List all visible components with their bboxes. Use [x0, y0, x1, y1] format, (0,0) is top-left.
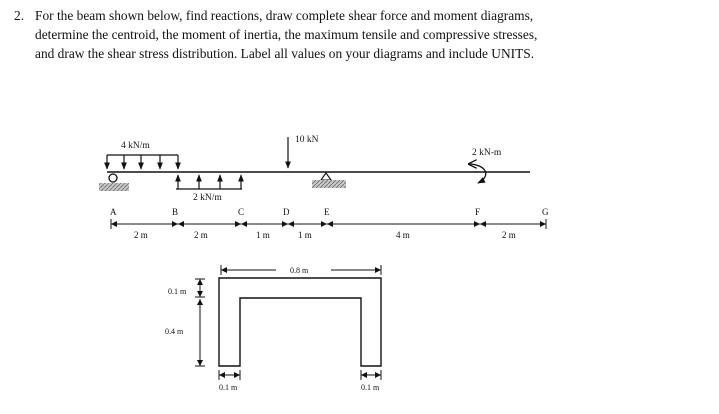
problem-line-1: For the beam shown below, find reactions, draw complete shear force and moment diagrams,	[35, 8, 534, 23]
left-web-width-label: 0.1 m	[219, 383, 238, 392]
web-height-label: 0.4 m	[165, 327, 184, 336]
top-width-label: 0.8 m	[290, 266, 309, 275]
cross-section	[219, 278, 381, 366]
flange-thickness-dimension	[195, 279, 205, 297]
applied-moment-label: 2 kN-m	[472, 148, 502, 158]
applied-moment-arrow	[468, 164, 486, 183]
beam-dimension-line	[111, 219, 546, 229]
span-label-ef: 4 m	[396, 230, 410, 240]
point-load-label: 10 kN	[295, 135, 319, 145]
span-label-ab: 2 m	[134, 230, 148, 240]
distributed-load-down	[107, 155, 178, 169]
right-web-width-label: 0.1 m	[361, 383, 380, 392]
point-label-a: A	[110, 207, 117, 217]
point-label-g: G	[542, 207, 549, 217]
point-label-f: F	[475, 207, 481, 217]
point-label-e: E	[324, 207, 330, 217]
point-label-c: C	[238, 207, 245, 217]
span-label-fg: 2 m	[502, 230, 516, 240]
point-label-b: B	[172, 207, 179, 217]
distributed-load-up	[176, 175, 242, 189]
problem-line-2: determine the centroid, the moment of inertia, the maximum tensile and compressive stresses,	[35, 27, 538, 42]
span-label-de: 1 m	[298, 230, 312, 240]
flange-thickness-label: 0.1 m	[168, 287, 187, 296]
web-height-dimension	[195, 299, 205, 366]
distributed-load-down-label: 4 kN/m	[121, 141, 150, 151]
roller-support-e	[312, 173, 346, 188]
left-web-width-dimension	[219, 370, 240, 380]
point-label-d: D	[283, 207, 290, 217]
distributed-load-up-label: 2 kN/m	[193, 193, 222, 203]
problem-number: 2.	[14, 8, 25, 23]
problem-line-3: and draw the shear stress distribution. Label all values on your diagrams and include UNITS.	[35, 46, 535, 61]
span-label-cd: 1 m	[256, 230, 270, 240]
pin-support-a	[99, 174, 129, 191]
right-web-width-dimension	[361, 370, 381, 380]
span-label-bc: 2 m	[194, 230, 208, 240]
